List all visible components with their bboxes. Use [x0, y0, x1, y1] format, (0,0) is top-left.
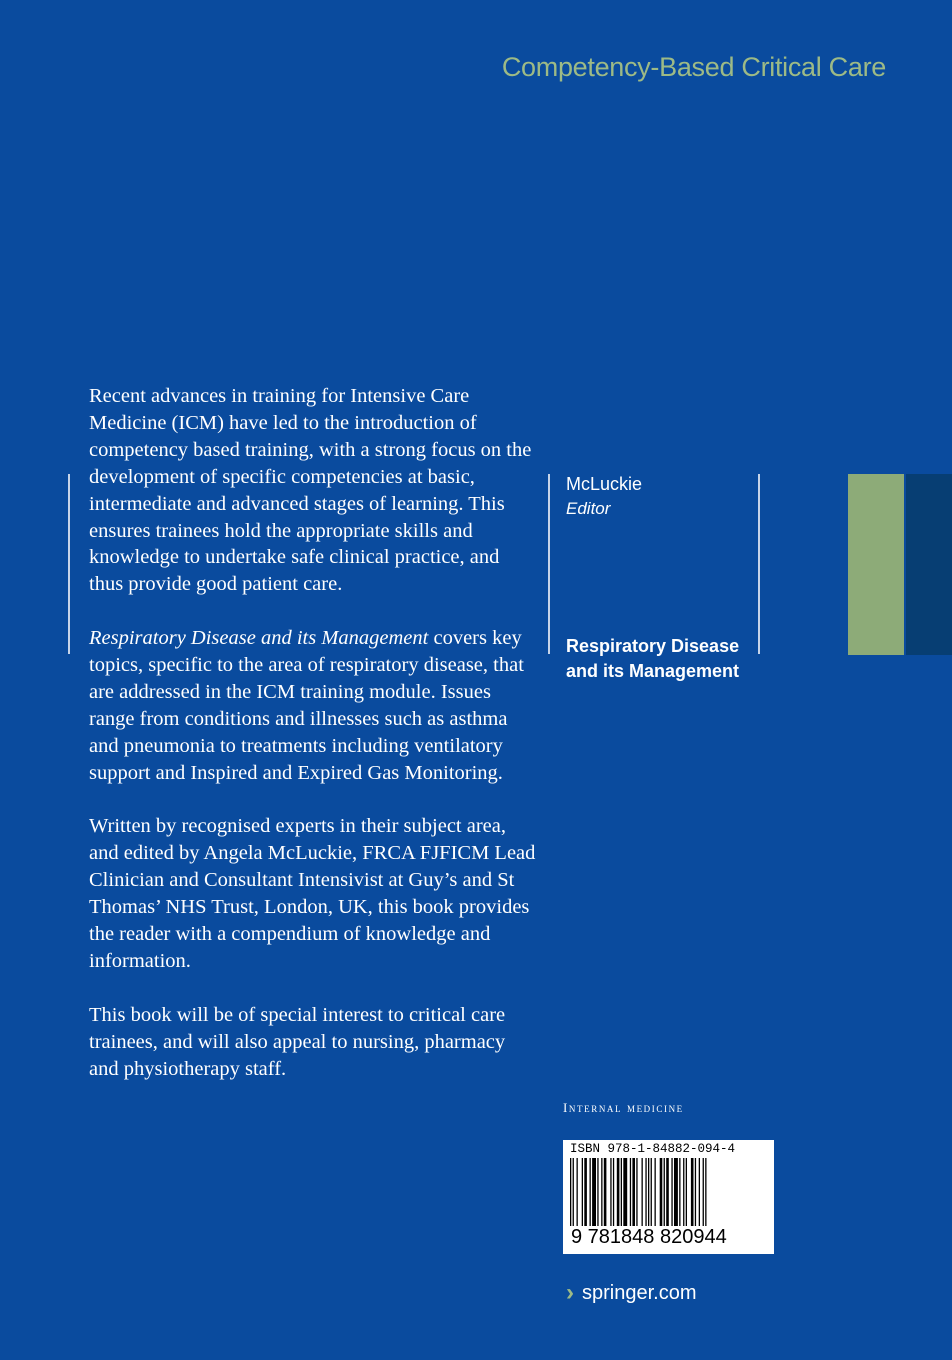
book-title-line: Respiratory Disease [566, 636, 740, 656]
barcode [563, 1140, 774, 1254]
blurb-paragraph: This book will be of special interest to critical care trainees, and will also appeal to nursing, pharmacy and physiotherapy staff. [89, 1003, 506, 1080]
blurb-book-title: Respiratory Disease and its Management [89, 627, 429, 650]
ean-digits: 9 781848 820944 [569, 1226, 773, 1249]
blurb-paragraph-text: covers key topics, specific to the area of respiratory disease, that are addressed in the ICM training module. Issues range from conditions and illnesses such as asthma and pneumonia to treatments including ventilatory support and Inspired and Expired Gas Monitoring. [89, 627, 524, 784]
back-cover-blurb [89, 383, 537, 1109]
subject-category: Internal medicine [563, 1100, 684, 1115]
color-band-green [848, 474, 904, 655]
isbn-text: ISBN 978-1-84882-094-4 [570, 1142, 736, 1156]
color-band-dark [906, 474, 952, 655]
series-title: Competency-Based Critical Care [501, 52, 886, 82]
editor-name: McLuckie [566, 474, 643, 494]
website-text: springer.com [582, 1281, 697, 1304]
left-divider [68, 474, 70, 654]
blurb-paragraph [89, 625, 537, 786]
publisher-link[interactable] [566, 1281, 697, 1305]
book-title-line: and its Management [566, 661, 740, 681]
book-title [566, 634, 766, 684]
spine-divider-right [758, 474, 760, 654]
spine-divider-left [548, 474, 550, 654]
barcode-bars [570, 1158, 766, 1234]
editor-role: Editor [566, 499, 611, 518]
blurb-paragraph: Recent advances in training for Intensive Care Medicine (ICM) have led to the introduction of competency based training, with a strong focus on the development of specific competencies at basic, intermediate and advanced stages of learning. This ensures trainees hold the appropriate skills and knowledge to undertake safe clinical practice, and thus provide good patient care. [89, 385, 532, 596]
blurb-paragraph: Written by recognised experts in their subject area, and edited by Angela McLuckie, FRCA FJFICM Lead Clinician and Consultant Intensivist at Guy’s and St Thomas’ NHS Trust, London, UK, this book provides the reader with a compendium of knowledge and information. [89, 815, 536, 972]
chevron-right-icon: › [566, 1279, 574, 1306]
